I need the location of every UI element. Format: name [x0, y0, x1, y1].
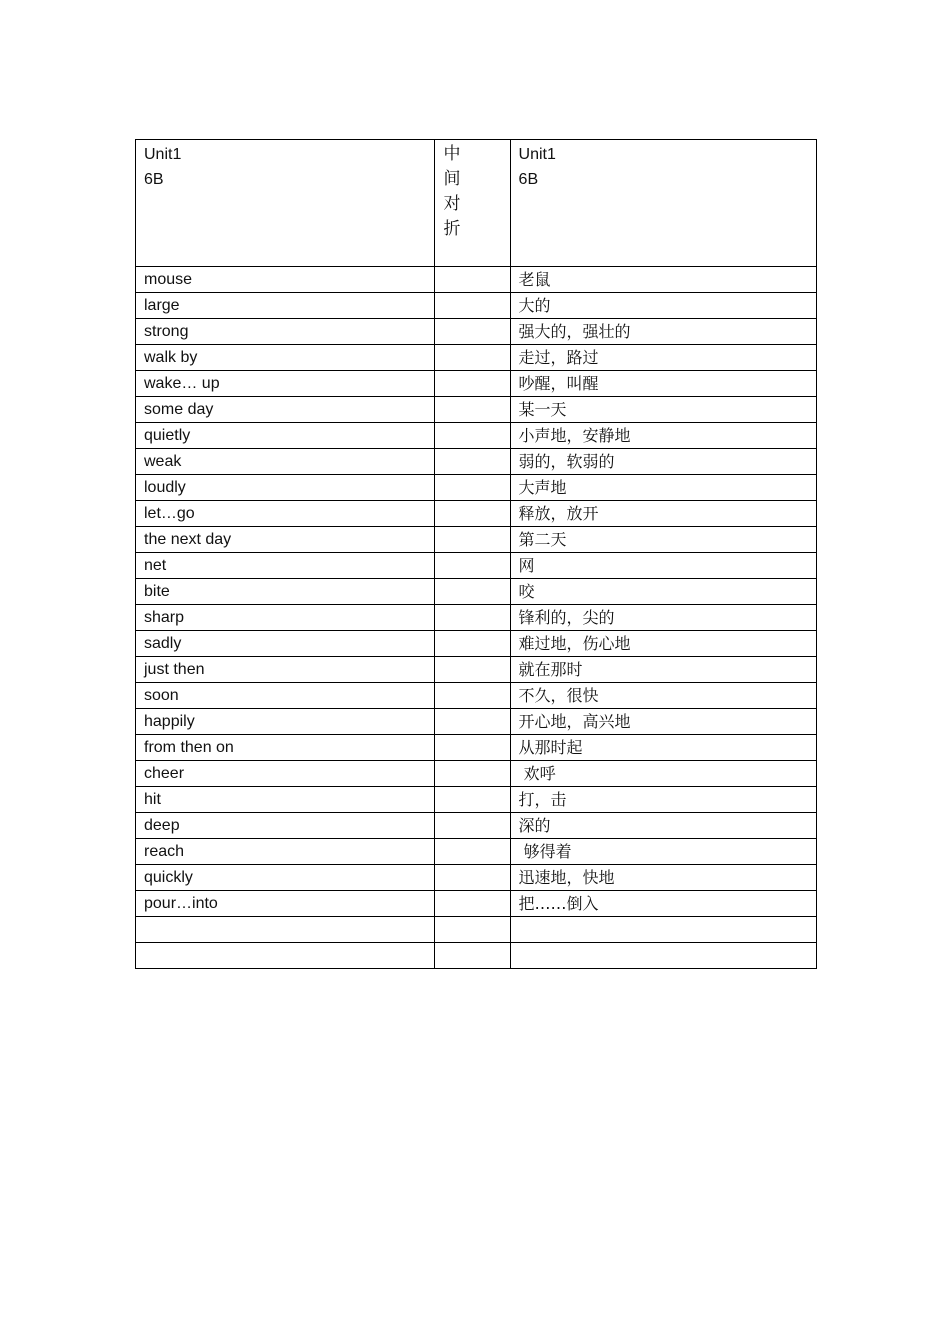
table-row [136, 787, 817, 813]
table-row [136, 865, 817, 891]
chinese-meaning-cell: 释放，放开 [510, 501, 816, 527]
fold-gap-cell [435, 761, 510, 787]
table-row [136, 501, 817, 527]
fold-gap-cell [435, 683, 510, 709]
chinese-meaning-cell: 把……倒入 [510, 891, 816, 917]
table-row [136, 449, 817, 475]
english-word-cell: some day [136, 397, 435, 423]
chinese-meaning-cell [510, 917, 816, 943]
fold-char-1: 中 [443, 144, 461, 164]
table-row [136, 631, 817, 657]
fold-char-4: 折 [443, 219, 461, 239]
table-row [136, 839, 817, 865]
fold-gap-cell [435, 917, 510, 943]
fold-gap-cell [435, 865, 510, 891]
english-word-cell: deep [136, 813, 435, 839]
fold-gap-cell [435, 371, 510, 397]
chinese-meaning-cell: 难过地，伤心地 [510, 631, 816, 657]
fold-gap-cell [435, 553, 510, 579]
english-word-cell: just then [136, 657, 435, 683]
chinese-meaning-cell: 不久，很快 [510, 683, 816, 709]
english-word-cell: sadly [136, 631, 435, 657]
fold-gap-cell [435, 891, 510, 917]
english-word-cell: walk by [136, 345, 435, 371]
english-word-cell: hit [136, 787, 435, 813]
english-word-cell: the next day [136, 527, 435, 553]
fold-char-3: 对 [443, 194, 461, 214]
table-row [136, 605, 817, 631]
fold-gap-cell [435, 943, 510, 969]
fold-gap-cell [435, 527, 510, 553]
table-row [136, 709, 817, 735]
english-word-cell: soon [136, 683, 435, 709]
table-row [136, 683, 817, 709]
table-row [136, 761, 817, 787]
header-chinese-cell [510, 140, 816, 267]
english-word-cell: weak [136, 449, 435, 475]
english-word-cell: let…go [136, 501, 435, 527]
chinese-meaning-cell: 大的 [510, 293, 816, 319]
chinese-meaning-cell: 老鼠 [510, 267, 816, 293]
fold-gap-cell [435, 657, 510, 683]
english-word-cell: reach [136, 839, 435, 865]
english-word-cell: quickly [136, 865, 435, 891]
chinese-meaning-cell: 打，击 [510, 787, 816, 813]
table-row [136, 423, 817, 449]
table-row [136, 735, 817, 761]
table-row [136, 319, 817, 345]
chinese-meaning-cell: 就在那时 [510, 657, 816, 683]
fold-gap-cell [435, 709, 510, 735]
fold-gap-cell [435, 839, 510, 865]
fold-gap-cell [435, 735, 510, 761]
fold-gap-cell [435, 293, 510, 319]
table-row [136, 397, 817, 423]
english-word-cell: quietly [136, 423, 435, 449]
english-word-cell: net [136, 553, 435, 579]
book-label-right: 6B [518, 171, 539, 188]
chinese-meaning-cell: 够得着 [510, 839, 816, 865]
table-row [136, 371, 817, 397]
english-word-cell: strong [136, 319, 435, 345]
chinese-meaning-cell: 强大的，强壮的 [510, 319, 816, 345]
chinese-meaning-cell [510, 943, 816, 969]
fold-char-2: 间 [443, 169, 461, 189]
chinese-meaning-cell: 深的 [510, 813, 816, 839]
english-word-cell [136, 917, 435, 943]
english-word-cell: bite [136, 579, 435, 605]
table-row [136, 553, 817, 579]
header-english-cell [136, 140, 435, 267]
fold-gap-cell [435, 267, 510, 293]
unit-label-right: Unit1 [518, 146, 556, 163]
english-word-cell: wake… up [136, 371, 435, 397]
fold-gap-cell [435, 449, 510, 475]
chinese-meaning-cell: 弱的，软弱的 [510, 449, 816, 475]
fold-gap-cell [435, 345, 510, 371]
fold-gap-cell [435, 423, 510, 449]
table-row [136, 345, 817, 371]
table-row [136, 943, 817, 969]
english-word-cell: large [136, 293, 435, 319]
chinese-meaning-cell: 吵醒，叫醒 [510, 371, 816, 397]
chinese-meaning-cell: 大声地 [510, 475, 816, 501]
english-word-cell: loudly [136, 475, 435, 501]
fold-gap-cell [435, 813, 510, 839]
chinese-meaning-cell: 锋利的，尖的 [510, 605, 816, 631]
unit-label-left: Unit1 [144, 146, 182, 163]
chinese-meaning-cell: 从那时起 [510, 735, 816, 761]
fold-gap-cell [435, 605, 510, 631]
english-word-cell: happily [136, 709, 435, 735]
table-row [136, 891, 817, 917]
fold-gap-cell [435, 475, 510, 501]
fold-gap-cell [435, 319, 510, 345]
english-word-cell: pour…into [136, 891, 435, 917]
chinese-meaning-cell: 开心地，高兴地 [510, 709, 816, 735]
chinese-meaning-cell: 某一天 [510, 397, 816, 423]
fold-gap-cell [435, 631, 510, 657]
english-word-cell: from then on [136, 735, 435, 761]
vocabulary-table-body [136, 140, 817, 969]
vocabulary-table [135, 139, 817, 969]
table-row [136, 293, 817, 319]
table-row [136, 917, 817, 943]
english-word-cell: sharp [136, 605, 435, 631]
table-row [136, 475, 817, 501]
english-word-cell: mouse [136, 267, 435, 293]
table-row [136, 267, 817, 293]
book-label-left: 6B [144, 171, 164, 188]
chinese-meaning-cell: 迅速地，快地 [510, 865, 816, 891]
english-word-cell [136, 943, 435, 969]
chinese-meaning-cell: 欢呼 [510, 761, 816, 787]
table-row [136, 579, 817, 605]
chinese-meaning-cell: 第二天 [510, 527, 816, 553]
fold-gap-cell [435, 579, 510, 605]
table-row [136, 813, 817, 839]
header-row [136, 140, 817, 267]
chinese-meaning-cell: 走过，路过 [510, 345, 816, 371]
chinese-meaning-cell: 小声地，安静地 [510, 423, 816, 449]
table-row [136, 527, 817, 553]
table-row [136, 657, 817, 683]
fold-gap-cell [435, 397, 510, 423]
english-word-cell: cheer [136, 761, 435, 787]
fold-gap-cell [435, 501, 510, 527]
fold-gap-cell [435, 787, 510, 813]
header-fold-cell [435, 140, 510, 267]
chinese-meaning-cell: 网 [510, 553, 816, 579]
chinese-meaning-cell: 咬 [510, 579, 816, 605]
